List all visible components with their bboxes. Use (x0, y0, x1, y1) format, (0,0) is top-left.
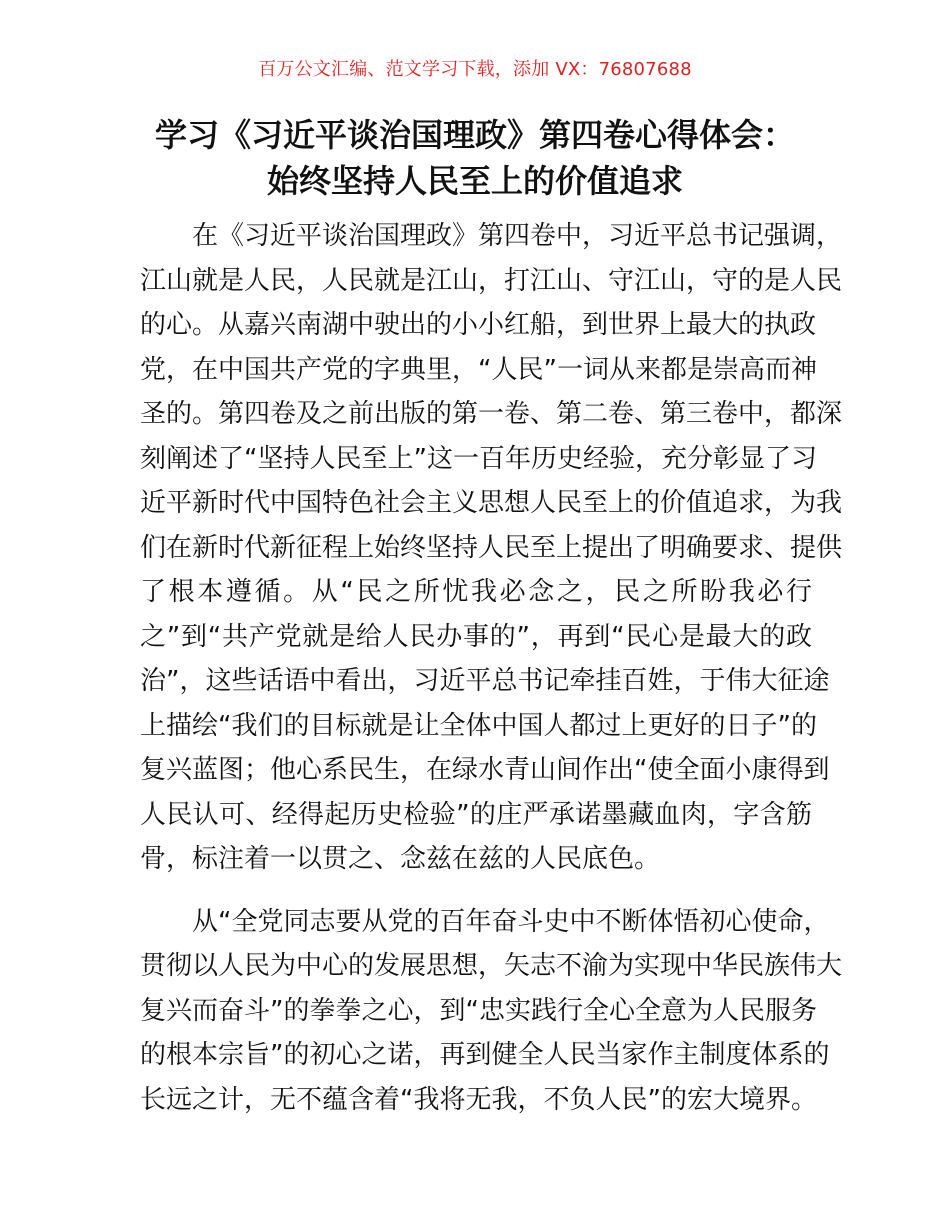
paragraph-line: 圣的。第四卷及之前出版的第一卷、第二卷、第三卷中，都深 (140, 399, 843, 429)
paragraph-line: 了根本遵循。从“民之所忧我必念之，民之所盼我必行 (140, 577, 812, 607)
paragraph-line: 长远之计，无不蕴含着“我将无我，不负人民”的宏大境界。 (140, 1084, 817, 1115)
paragraph-2 (140, 900, 843, 1123)
paragraph-line: 刻阐述了“坚持人民至上”这一百年历史经验，充分彰显了习 (140, 443, 817, 474)
paragraph-line: 人民认可、经得起历史检验”的庄严承诺墨藏血肉，字含筋 (140, 799, 812, 830)
page-title (40, 112, 910, 204)
paragraph-line: 的心。从嘉兴南湖中驶出的小小红船，到世界上最大的执政 (140, 310, 817, 340)
paragraph-line: 治”，这些话语中看出，习近平总书记牵挂百姓，于伟大征途 (140, 666, 830, 696)
article-body (140, 214, 843, 1140)
paragraph-line: 贯彻以人民为中心的发展思想，矢志不渝为实现中华民族伟大 (140, 951, 843, 981)
paragraph-line: 的根本宗旨”的初心之诺，再到健全人民当家作主制度体系的 (140, 1040, 830, 1070)
paragraph-line: 近平新时代中国特色社会主义思想人民至上的价值追求，为我 (140, 488, 843, 518)
paragraph-line: 江山就是人民，人民就是江山，打江山、守江山，守的是人民 (140, 265, 843, 296)
paragraph-line: 骨，标注着一以贯之、念兹在兹的人民底色。 (140, 844, 661, 874)
paragraph-line: 在《习近平谈治国理政》第四卷中，习近平总书记强调， (192, 221, 843, 251)
paragraph-line: 们在新时代新征程上始终坚持人民至上提出了明确要求、提供 (140, 532, 843, 563)
paragraph-line: 复兴蓝图；他心系民生，在绿水青山间作出“使全面小康得到 (140, 755, 830, 785)
title-line-1: 学习《习近平谈治国理政》第四卷心得体会： (154, 116, 795, 154)
paragraph-line: 上描绘“我们的目标就是让全体中国人都过上更好的日子”的 (140, 710, 817, 741)
paragraph-line: 党，在中国共产党的字典里，“人民”一词从来都是崇高而神 (140, 354, 817, 385)
paragraph-line: 之”到“共产党就是给人民办事的”，再到“民心是最大的政 (140, 621, 812, 652)
title-line-2: 始终坚持人民至上的价值追求 (266, 162, 683, 200)
paragraph-1 (140, 214, 843, 882)
paragraph-line: 从“全党同志要从党的百年奋斗史中不断体悟初心使命， (192, 906, 830, 937)
paragraph-line: 复兴而奋斗”的拳拳之心，到“忠实践行全心全意为人民服务 (140, 995, 817, 1026)
watermark-header: 百万公文汇编、范文学习下载，添加 VX：76807688 (258, 59, 692, 80)
